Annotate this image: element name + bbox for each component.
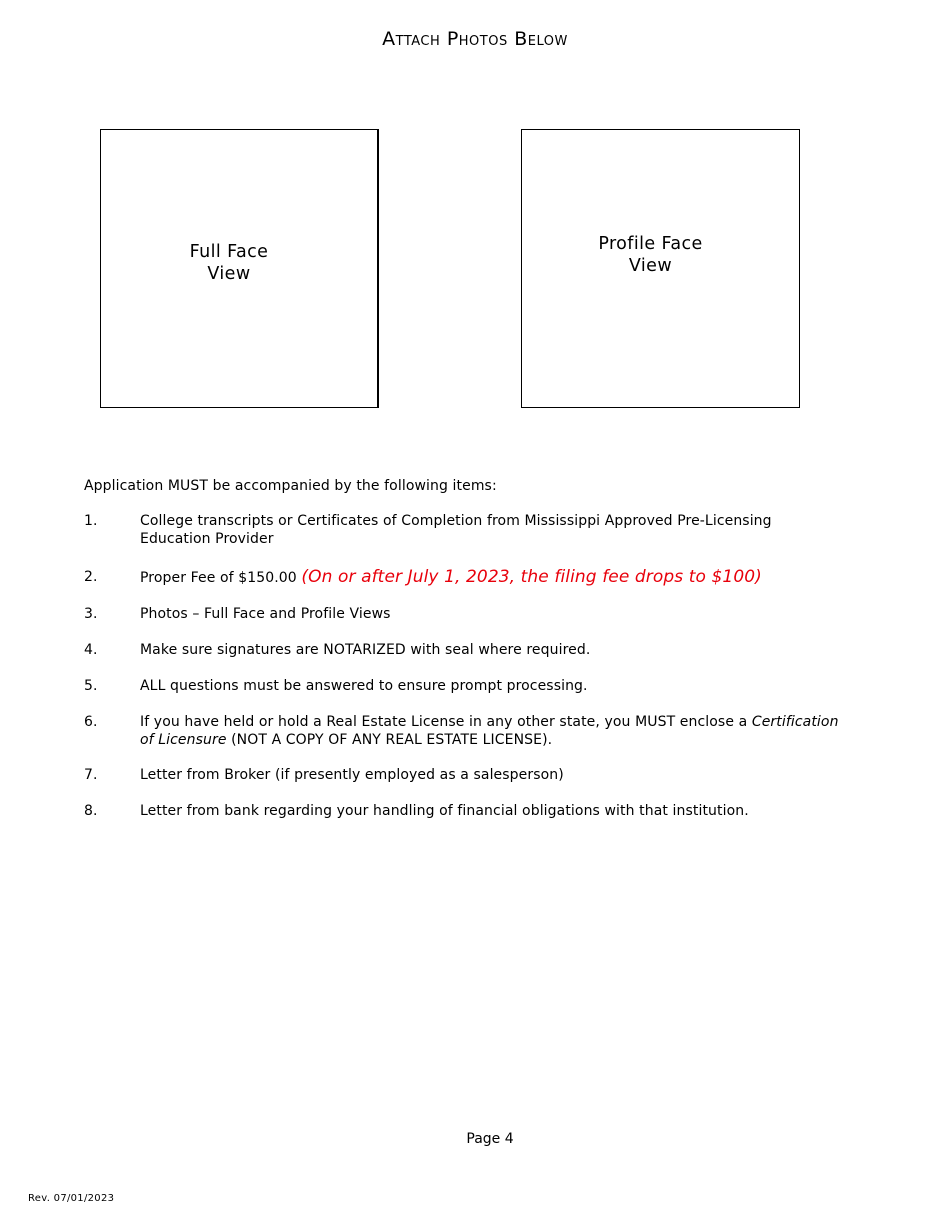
page-number: Page 4 — [466, 1131, 514, 1147]
licensure-text-start: If you have held or hold a Real Estate License in any other state, you MUST enclose a — [140, 714, 752, 730]
full-face-label-line2: View — [207, 264, 251, 284]
requirement-number: 4. — [84, 642, 98, 658]
full-face-photo-box — [100, 129, 379, 408]
requirement-text: College transcripts or Certificates of Completion from Mississippi Approved Pre-Licensing Education Provider — [140, 513, 772, 547]
full-face-label-line1: Full Face — [189, 242, 269, 262]
requirement-number: 2. — [84, 569, 98, 585]
page-title: Attach Photos Below — [382, 28, 568, 50]
profile-face-label-line1: Profile Face — [598, 234, 703, 254]
requirement-number: 7. — [84, 767, 98, 783]
requirements-intro: Application MUST be accompanied by the following items: — [84, 478, 497, 494]
requirement-item-5 — [84, 677, 844, 695]
requirement-item-7 — [84, 766, 844, 784]
requirement-text — [140, 713, 844, 749]
fee-change-note: (On or after July 1, 2023, the filing fee drops to $100) — [301, 567, 762, 587]
requirement-item-2 — [84, 568, 844, 587]
requirement-item-6 — [84, 713, 844, 749]
profile-face-photo-box — [521, 129, 800, 408]
requirement-text: Letter from bank regarding your handling of financial obligations with that institution. — [140, 803, 749, 819]
requirement-item-8 — [84, 802, 844, 820]
licensure-text-end: (NOT A COPY OF ANY REAL ESTATE LICENSE). — [226, 732, 553, 748]
requirement-number: 3. — [84, 606, 98, 622]
requirement-text: Photos – Full Face and Profile Views — [140, 606, 391, 622]
requirement-text: ALL questions must be answered to ensure prompt processing. — [140, 678, 588, 694]
requirement-item-4 — [84, 641, 844, 659]
requirement-item-3 — [84, 605, 844, 623]
profile-face-photo-label — [512, 233, 789, 277]
requirement-number: 1. — [84, 513, 98, 529]
full-face-photo-label — [91, 241, 367, 285]
requirement-number: 5. — [84, 678, 98, 694]
requirement-text: Make sure signatures are NOTARIZED with seal where required. — [140, 642, 591, 658]
requirement-item-1 — [84, 512, 844, 548]
certification-of-licensure: Certification of Licensure — [140, 714, 839, 748]
revision-date: Rev. 07/01/2023 — [28, 1193, 115, 1204]
fee-text: Proper Fee of $150.00 — [140, 570, 297, 586]
requirement-number: 8. — [84, 803, 98, 819]
profile-face-label-line2: View — [628, 256, 673, 276]
requirement-text: Letter from Broker (if presently employed as a salesperson) — [140, 767, 564, 783]
requirement-text — [140, 568, 844, 587]
requirement-number: 6. — [84, 714, 98, 730]
